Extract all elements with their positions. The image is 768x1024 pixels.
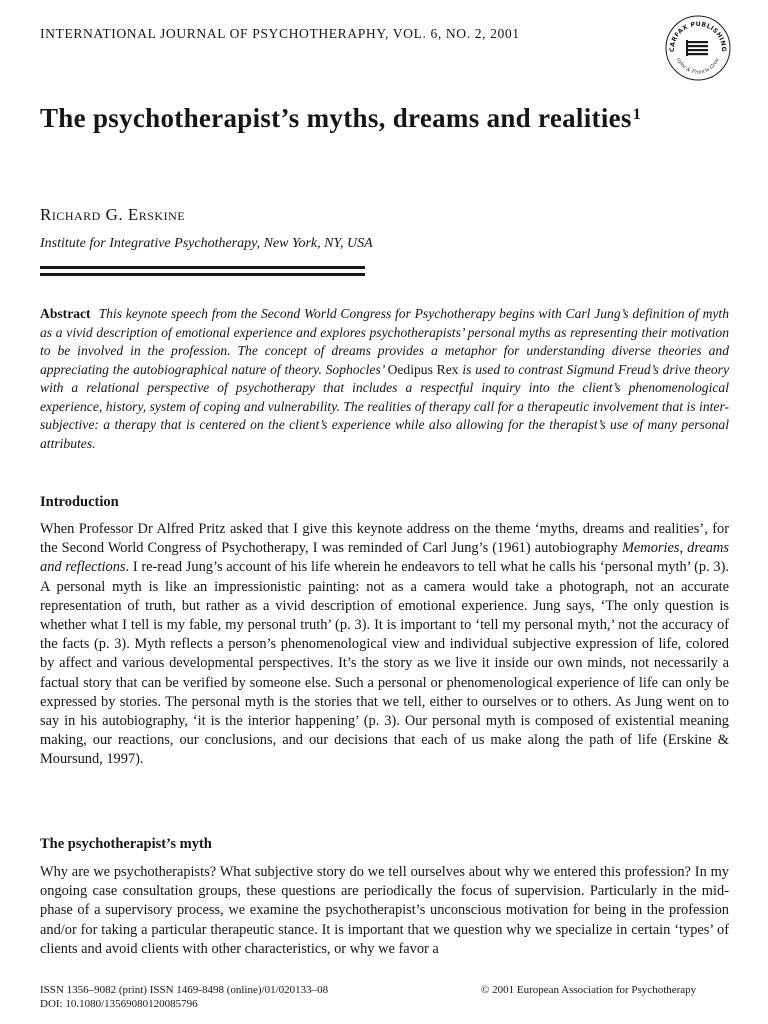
myth-paragraph: Why are we psychotherapists? What subjective story do we tell ourselves about why we entered this profession? In my ongoing case consultation groups, these questions are periodically the focus of supervision. Particularly in the mid-phase of a supervisory process, we examine the psychotherapist’s unconscious motivation for being in the profession and/or for taking a particular therapeutic stance. It is important that we question why we specialize in certain ‘types’ of clients and avoid clients with other characteristics, or why we favor a — [40, 864, 729, 957]
title-divider-rule — [40, 266, 365, 269]
introduction-paragraph: When Professor Dr Alfred Pritz asked that I give this keynote address on the theme ‘myths, dreams and realities’, for the Second World Congress of Psychotherapy, I was reminded of Carl Jung’s (1961) autobiography Memories, dreams and reflections. I re-read Jung’s account of his life wherein he endeavors to tell what he calls his ‘personal myth’ (p. 3). A personal myth is like an impressionistic painting: not as a camera would take a photograph, not an accurate representation of truth, but rather as a vivid description of emotional experience. Jung says, ‘The only question is whether what I tell is my fable, my personal truth’ (p. 3). It is important to ‘tell my personal myth,’ not the accuracy of the facts (p. 3). Myth reflects a person’s phenomenological view and individual subjective expression of life, colored by affect and various developmental perspectives. It’s the story as we live it inside our own minds, not necessarily a factual story that can be verified by someone else. Such a personal or phenomenological experience of life can only be expressed by stories. The personal myth is the stories that we tell, either to ourselves or to others. As Jung went on to say in his autobiography, ‘it is the interior happening’ (p. 3). Our personal myth is composed of existential meaning making, our reactions, our conclusions, and our decisions that each of us make along the path of life (Erskine & Moursund, 1997). — [40, 521, 730, 768]
author-affiliation: Institute for Integrative Psychotherapy, New York, NY, USA — [40, 236, 373, 251]
journal-header: INTERNATIONAL JOURNAL OF PSYCHOTHERAPHY, VOL. 6, NO. 2, 2001 — [40, 26, 520, 41]
article-title: The psychotherapist’s myths, dreams and realities$^1$ — [40, 103, 642, 133]
book-title: Memories, dreams and reflections — [40, 540, 730, 576]
page-footer — [40, 983, 740, 1011]
section-heading-psychotherapists-myth: The psychotherapist’s myth — [40, 836, 212, 852]
copyright-line: © 2001 European Association for Psychotherapy — [481, 984, 697, 996]
title-footnote-marker: 1 — [632, 106, 642, 123]
issn-line: ISSN 1356–9082 (print) ISSN 1469-8498 (online)/01/020133–08 — [40, 984, 329, 996]
abstract — [40, 305, 729, 453]
abstract-text: is used to contrast Sigmund Freud’s drive theory with a relational perspective of psychotherapy that includes a respectful inquiry into the client’s phenomenological experience, history, system of coping and vulnerability. The realities of therapy call for a therapeutic involvement that is inter-subjective: a therapy that is centered on the client’s experience while also allowing for the therapist’s use of many personal attributes. — [40, 361, 729, 451]
doi-line: DOI: 10.1080/13569080120085796 — [40, 998, 198, 1010]
abstract-text: This keynote speech from the Second World Congress for Psychotherapy begins with Carl Jung’s definition of myth as a vivid description of emotional experience and explores psychotherapists’ personal myths as representing their motivation to be involved in the profession. The concept of dreams provides a metaphor for understanding diverse theories and appreciating the autobiographical nature of theory. Sophocles’ — [40, 306, 729, 377]
abstract-label: Abstract — [40, 306, 91, 321]
section-heading-introduction: Introduction — [40, 494, 119, 510]
svg-text:Taylor & Francis Group: aylor & Francis Grou — [675, 57, 721, 76]
svg-text:CARFAX PUBLISHING: CARFAX PUBLISHING — [668, 20, 728, 53]
author-name: Richard G. Erskine — [40, 205, 186, 224]
title-divider-rule — [40, 273, 365, 276]
publisher-seal-logo — [664, 14, 732, 82]
abstract-play-title: Oedipus Rex — [387, 361, 459, 377]
